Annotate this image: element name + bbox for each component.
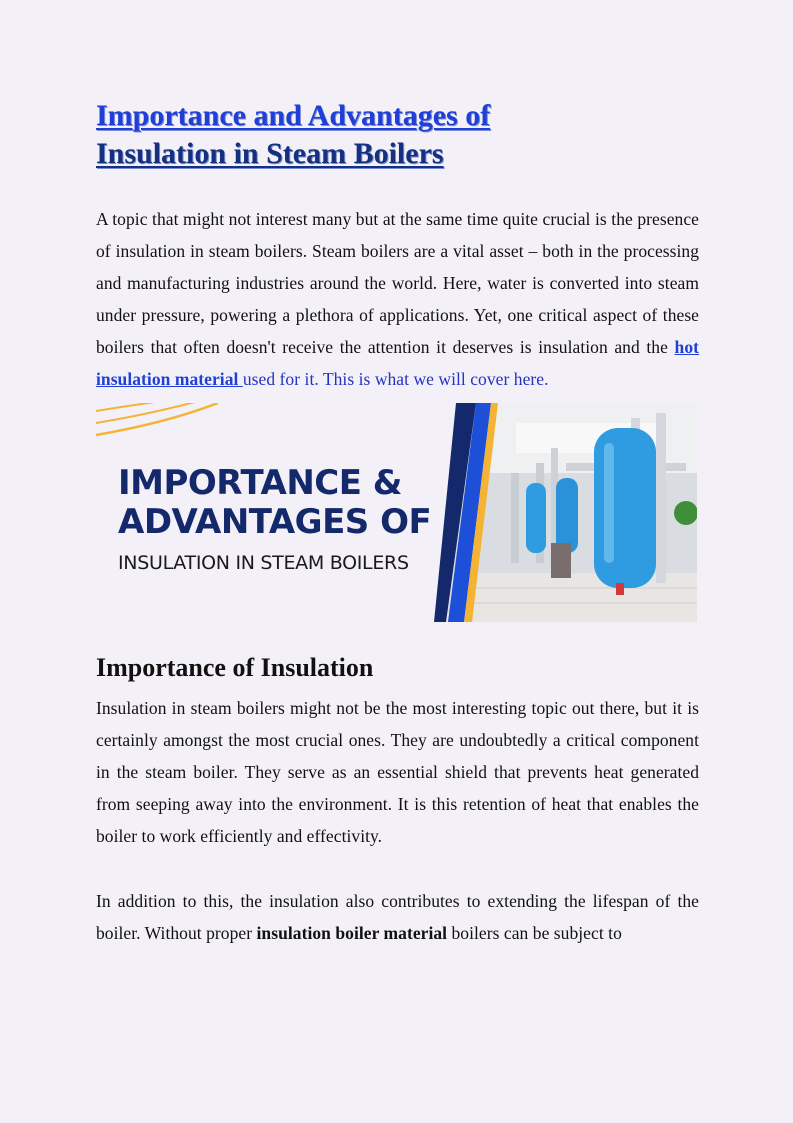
importance-paragraph: Insulation in steam boilers might not be the most interesting topic out there, but it is certainly amongst the most crucial ones. They are undoubtedly a critical component in the steam boiler. They serve as an essential shield that prevents heat generated from seeping away into the environment. It is this retention of heat that enables the boiler to work efficiently and effectivity. — [96, 698, 699, 846]
banner-subheading: INSULATION IN STEAM BOILERS — [118, 552, 409, 574]
lifespan-text-start: In addition to this, the insulation also contributes to extending the lifespan of the boiler. Without proper — [96, 891, 699, 943]
intro-text: A topic that might not interest many but at the same time quite crucial is the presence of insulation in steam boilers. Steam boilers are a vital asset – both in the processing and manufacturing industries around the world. Here, water is converted into steam under pressure, powering a plethora of applications. Yet, one critical aspect of these boilers that often doesn't receive the attention it deserves is insulation and the — [96, 209, 699, 357]
banner-heading-line2: ADVANTAGES OF — [118, 502, 432, 542]
hot-insulation-material-link[interactable]: hot insulation material — [96, 337, 699, 389]
banner-heading-line1: IMPORTANCE & — [118, 463, 402, 503]
insulation-boiler-material-bold: insulation boiler material — [256, 923, 448, 943]
title-link-insulation[interactable]: Insulation — [96, 137, 234, 170]
intro-tail-text: used for it. This is what we will cover here. — [242, 369, 549, 389]
document-title — [96, 97, 699, 173]
title-link-steam-boilers[interactable]: in Steam Boilers — [233, 137, 444, 170]
banner-image — [96, 403, 697, 622]
lifespan-paragraph — [96, 885, 699, 949]
paragraph-spacer — [96, 852, 699, 885]
intro-paragraph — [96, 203, 699, 395]
section-heading-importance: Importance of Insulation — [96, 653, 374, 682]
document-page — [96, 97, 699, 949]
title-link-line1[interactable]: Importance and Advantages of — [96, 99, 491, 132]
lifespan-text-end: boilers can be subject to — [447, 923, 622, 943]
